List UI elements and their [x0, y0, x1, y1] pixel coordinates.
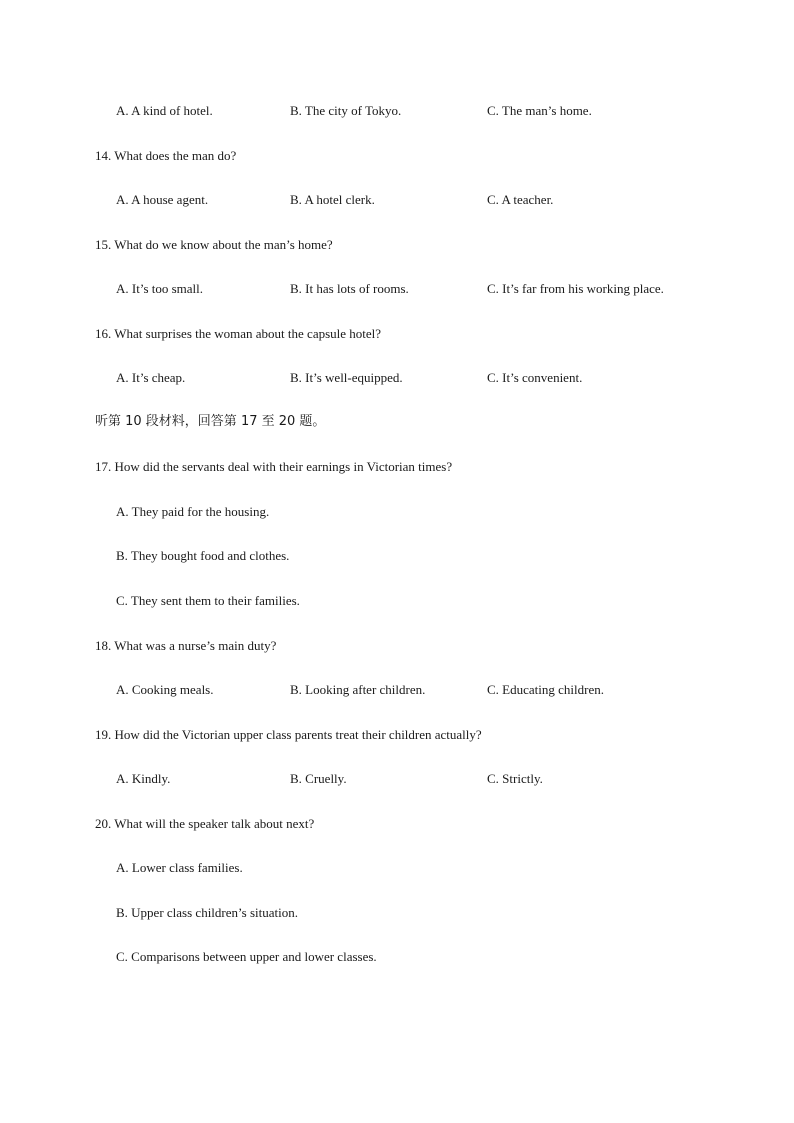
section-10-heading: 听第 10 段材料，回答第 17 至 20 题。 [95, 414, 326, 429]
q18-option-b: B. Looking after children. [290, 682, 426, 697]
q18-option-a: A. Cooking meals. [116, 682, 214, 697]
q19-option-b: B. Cruelly. [290, 771, 347, 786]
q19-text: 19. How did the Victorian upper class parents treat their children actually? [95, 727, 482, 742]
q15-option-b: B. It has lots of rooms. [290, 281, 409, 296]
q13-option-a: A. A kind of hotel. [116, 103, 213, 118]
q13-option-b: B. The city of Tokyo. [290, 103, 402, 118]
q20-option-b: B. Upper class children’s situation. [116, 905, 298, 920]
q18-option-c: C. Educating children. [487, 682, 604, 697]
q15-option-a: A. It’s too small. [116, 281, 204, 296]
q19-option-a: A. Kindly. [116, 771, 171, 786]
q20-option-a: A. Lower class families. [116, 860, 243, 875]
q14-option-b: B. A hotel clerk. [290, 192, 375, 207]
q19-option-c: C. Strictly. [487, 771, 543, 786]
q18-text: 18. What was a nurse’s main duty? [95, 638, 277, 653]
q14-option-a: A. A house agent. [116, 192, 209, 207]
q15-option-c: C. It’s far from his working place. [487, 281, 664, 296]
q13-option-c: C. The man’s home. [487, 103, 592, 118]
q16-option-c: C. It’s convenient. [487, 370, 583, 385]
q14-option-c: C. A teacher. [487, 192, 554, 207]
q16-option-a: A. It’s cheap. [116, 370, 186, 385]
q17-option-c: C. They sent them to their families. [116, 593, 300, 608]
q17-text: 17. How did the servants deal with their earnings in Victorian times? [95, 459, 453, 474]
q17-option-b: B. They bought food and clothes. [116, 548, 290, 563]
q17-option-a: A. They paid for the housing. [116, 504, 270, 519]
q20-text: 20. What will the speaker talk about next? [95, 816, 315, 831]
q20-option-c: C. Comparisons between upper and lower classes. [116, 949, 377, 964]
q15-text: 15. What do we know about the man’s home? [95, 237, 333, 252]
q16-text: 16. What surprises the woman about the capsule hotel? [95, 326, 382, 341]
q14-text: 14. What does the man do? [95, 148, 237, 163]
q16-option-b: B. It’s well-equipped. [290, 370, 403, 385]
